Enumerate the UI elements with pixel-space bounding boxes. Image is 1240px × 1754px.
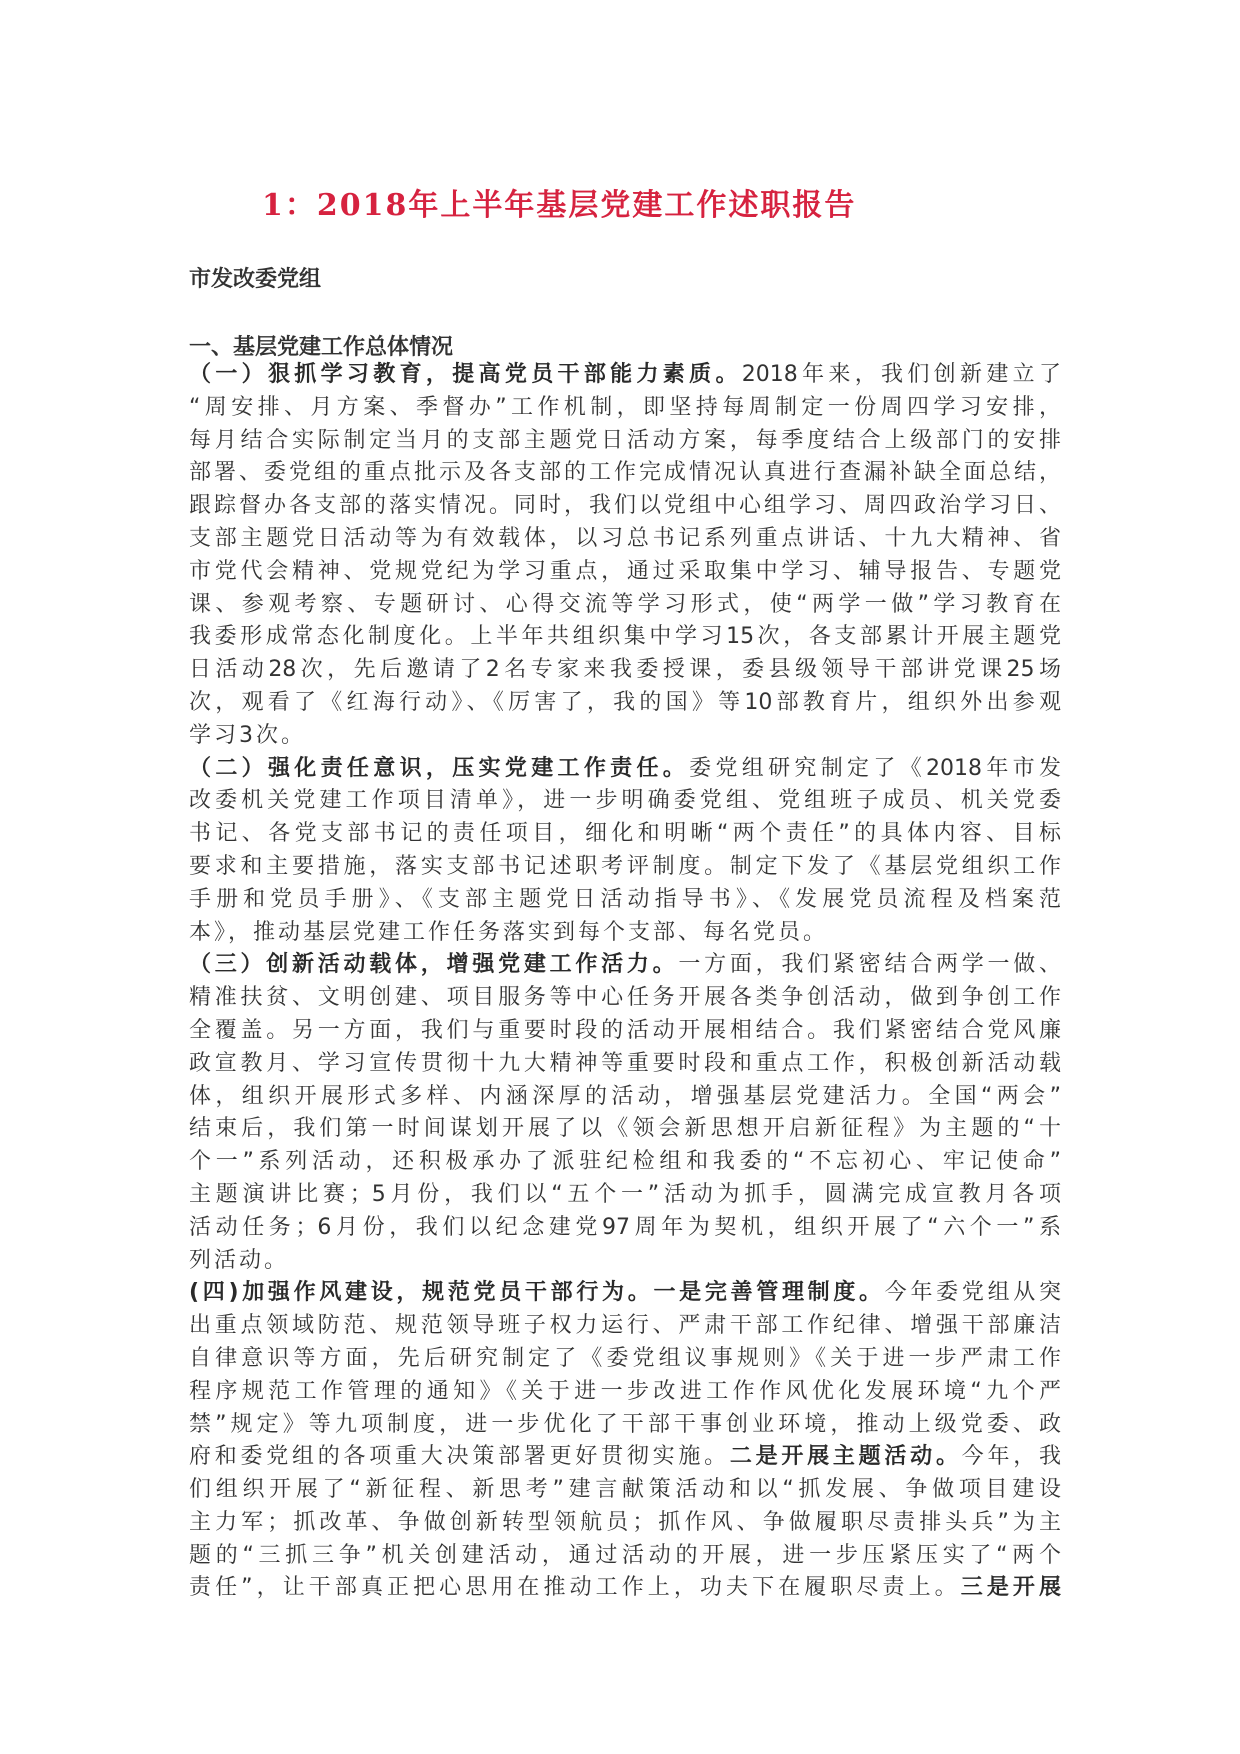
text-segment: 活动任务；6月份，我们以纪念建党97周年为契机，组织开展了“六个一”系 (189, 1214, 1061, 1240)
text-line (189, 490, 1061, 523)
bold-text-segment: （二）强化责任意识，压实党建工作责任。 (189, 755, 690, 781)
text-segment: 主力军；抓改革、争做创新转型领航员；抓作风、争做履职尽责排头兵”为主 (189, 1509, 1061, 1535)
bold-text-segment: （三）创新活动载体，增强党建工作活力。 (189, 952, 679, 978)
text-line (189, 949, 1061, 982)
text-segment: 改委机关党建工作项目清单》，进一步明确委党组、党组班子成员、机关党委 (189, 788, 1061, 814)
text-line (189, 1376, 1061, 1409)
text-segment: 委党组研究制定了《2018年市发 (689, 755, 1061, 781)
text-line (189, 818, 1061, 851)
text-segment: 题的“三抓三争”机关创建活动，通过活动的开展，进一步压紧压实了“两个 (189, 1542, 1061, 1568)
text-segment: 结束后，我们第一时间谋划开展了以《领会新思想开启新征程》为主题的“十 (189, 1116, 1061, 1142)
text-line (189, 1441, 1061, 1474)
text-line (189, 687, 1061, 720)
text-segment: 主题演讲比赛；5月份，我们以“五个一”活动为抓手，圆满完成宣教月各项 (189, 1181, 1061, 1207)
text-segment: 列活动。 (189, 1247, 290, 1273)
text-line (189, 1146, 1061, 1179)
text-segment: 要求和主要措施，落实支部书记述职考评制度。制定下发了《基层党组织工作 (189, 853, 1061, 879)
text-segment: 政宣教月、学习宣传贯彻十九大精神等重要时段和重点工作，积极创新活动载 (189, 1050, 1061, 1076)
text-line (189, 753, 1061, 786)
text-segment: 体，组织开展形式多样、内涵深厚的活动，增强基层党建活力。全国“两会” (189, 1083, 1061, 1109)
text-segment: 书记、各党支部书记的责任项目，细化和明晰“两个责任”的具体内容、目标 (189, 821, 1061, 847)
text-line (189, 1343, 1061, 1376)
text-segment: 课、参观考察、专题研讨、心得交流等学习形式，使“两学一做”学习教育在 (189, 591, 1061, 617)
text-line (189, 359, 1061, 392)
text-segment: 今年委党组从突 (884, 1280, 1061, 1306)
bold-text-segment: 二是开展主题活动。 (729, 1444, 962, 1470)
text-segment: 程序规范工作管理的通知》《关于进一步改进工作作风优化发展环境“九个严 (189, 1378, 1061, 1404)
text-line (189, 523, 1061, 556)
text-segment: 次，观看了《红海行动》、《厉害了，我的国》等10部教育片，组织外出参观 (189, 689, 1061, 715)
text-segment: 今年，我 (961, 1444, 1061, 1470)
text-line (189, 851, 1061, 884)
text-segment: 我委形成常态化制度化。上半年共组织集中学习15次，各支部累计开展主题党 (189, 624, 1061, 650)
text-segment: 出重点领域防范、规范领导班子权力运行、严肃干部工作纪律、增强干部廉洁 (189, 1313, 1061, 1339)
text-line (189, 1474, 1061, 1507)
text-line (189, 884, 1061, 917)
text-line (189, 917, 1061, 950)
organization-name: 市发改委党组 (189, 267, 322, 292)
bold-text-segment: 三是开展 (960, 1575, 1061, 1601)
document-title: 1：2018年上半年基层党建工作述职报告 (262, 188, 857, 223)
text-line (189, 1540, 1061, 1573)
text-segment: 市党代会精神、党规党纪为学习重点，通过采取集中学习、辅导报告、专题党 (189, 558, 1061, 584)
text-line (189, 1015, 1061, 1048)
text-line (189, 425, 1061, 458)
text-line (189, 621, 1061, 654)
text-line (189, 1572, 1061, 1605)
text-line (189, 1081, 1061, 1114)
text-line (189, 1179, 1061, 1212)
text-line (189, 982, 1061, 1015)
text-line (189, 457, 1061, 490)
text-line (189, 556, 1061, 589)
text-segment: 学习3次。 (189, 722, 306, 748)
text-line (189, 1048, 1061, 1081)
text-segment: 跟踪督办各支部的落实情况。同时，我们以党组中心组学习、周四政治学习日、 (189, 493, 1061, 519)
text-line (189, 785, 1061, 818)
text-segment: 本》，推动基层党建工作任务落实到每个支部、每名党员。 (189, 919, 829, 945)
text-segment: 每月结合实际制定当月的支部主题党日活动方案，每季度结合上级部门的安排 (189, 427, 1061, 453)
text-line (189, 392, 1061, 425)
text-segment: 一方面，我们紧密结合两学一做、 (678, 952, 1061, 978)
text-segment: 禁”规定》等九项制度，进一步优化了干部干事创业环境，推动上级党委、政 (189, 1411, 1061, 1437)
text-segment: 们组织开展了“新征程、新思考”建言献策活动和以“抓发展、争做项目建设 (189, 1477, 1061, 1503)
text-line (189, 720, 1061, 753)
text-line (189, 1507, 1061, 1540)
text-line (189, 1212, 1061, 1245)
text-segment: 全覆盖。另一方面，我们与重要时段的活动开展相结合。我们紧密结合党风廉 (189, 1017, 1061, 1043)
text-line (189, 1277, 1061, 1310)
text-segment: 2018年来，我们创新建立了 (741, 362, 1061, 387)
text-segment: 日活动28次，先后邀请了2名专家来我委授课，委县级领导干部讲党课25场 (189, 657, 1061, 683)
bold-text-segment: （一）狠抓学习教育，提高党员干部能力素质。 (189, 362, 742, 387)
text-segment: “周安排、月方案、季督办”工作机制，即坚持每周制定一份周四学习安排， (189, 394, 1061, 420)
text-line (189, 1310, 1061, 1343)
document-body (189, 359, 1061, 1605)
text-line (189, 589, 1061, 622)
text-segment: 部署、委党组的重点批示及各支部的工作完成情况认真进行查漏补缺全面总结， (189, 460, 1061, 486)
text-segment: 自律意识等方面，先后研究制定了《委党组议事规则》《关于进一步严肃工作 (189, 1345, 1061, 1371)
text-line (189, 654, 1061, 687)
section-heading: 一、基层党建工作总体情况 (189, 335, 454, 360)
text-segment: 支部主题党日活动等为有效载体，以习总书记系列重点讲话、十九大精神、省 (189, 525, 1061, 551)
text-segment: 责任”，让干部真正把心思用在推动工作上，功夫下在履职尽责上。 (189, 1575, 961, 1601)
text-segment: 精准扶贫、文明创建、项目服务等中心任务开展各类争创活动，做到争创工作 (189, 985, 1061, 1011)
text-line (189, 1245, 1061, 1278)
text-line (189, 1409, 1061, 1442)
text-line (189, 1113, 1061, 1146)
text-segment: 府和委党组的各项重大决策部署更好贯彻实施。 (189, 1444, 730, 1470)
text-segment: 个一”系列活动，还积极承办了派驻纪检组和我委的“不忘初心、牢记使命” (189, 1149, 1061, 1175)
text-segment: 手册和党员手册》、《支部主题党日活动指导书》、《发展党员流程及档案范 (189, 886, 1061, 912)
bold-text-segment: (四)加强作风建设，规范党员干部行为。一是完善管理制度。 (189, 1280, 885, 1306)
